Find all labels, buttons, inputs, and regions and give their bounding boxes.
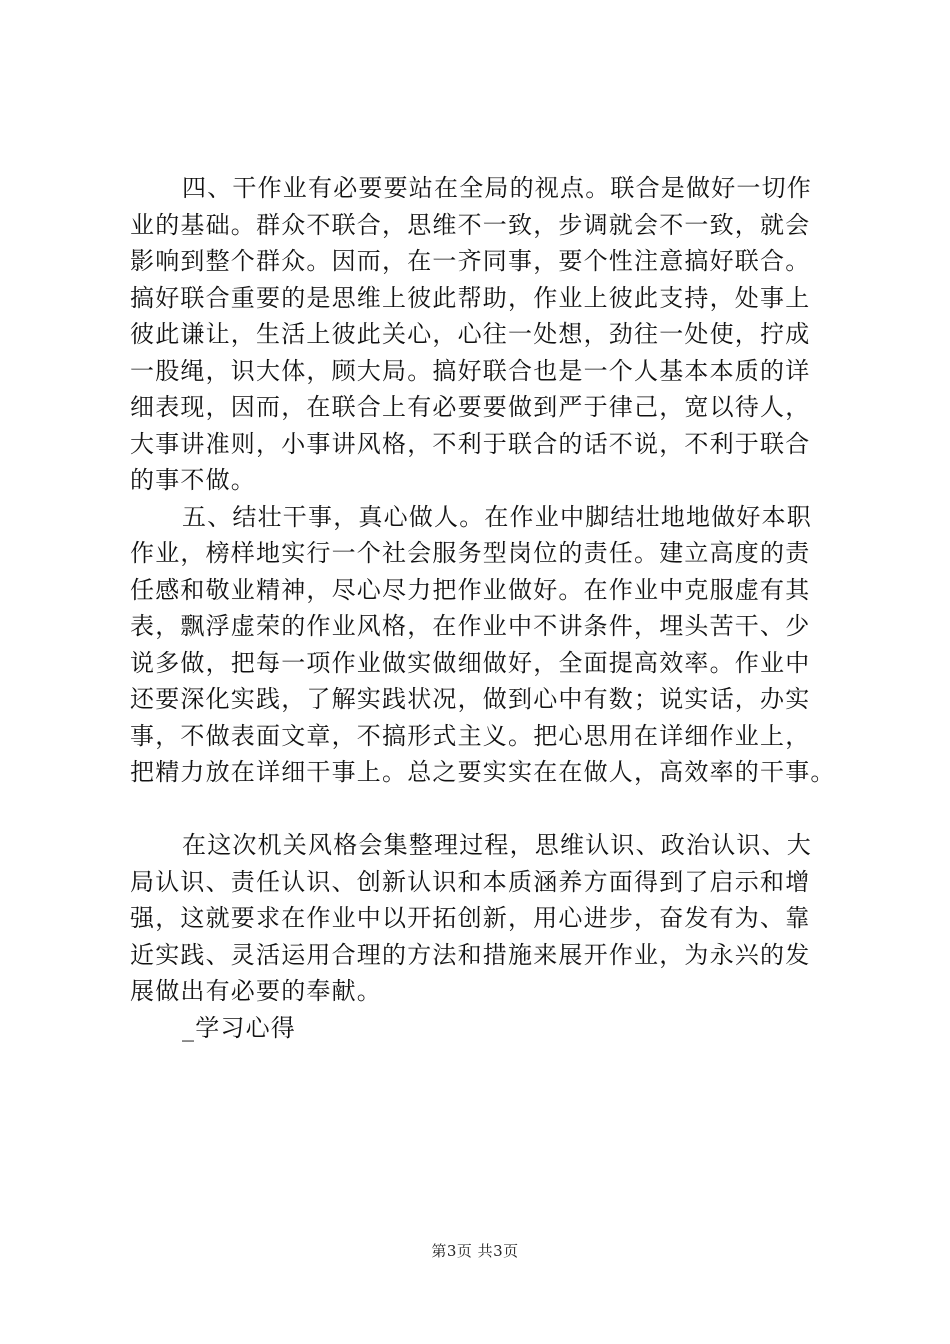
paragraph-line: 把精力放在详细干事上。总之要实实在在做人，高效率的干事。 — [130, 758, 836, 786]
paragraph-line: 五、结壮干事，真心做人。在作业中脚结壮地地做好本职 — [182, 502, 812, 531]
paragraph-line: 彼此谦让，生活上彼此关心，心往一处想，劲往一处使，拧成 — [130, 320, 811, 348]
paragraph-line: 作业，榜样地实行一个社会服务型岗位的责任。建立高度的责 — [130, 539, 811, 567]
paragraph-line: 近实践、灵活运用合理的方法和措施来展开作业，为永兴的发 — [130, 940, 811, 969]
paragraph-line: 还要深化实践，了解实践状况，做到心中有数；说实话，办实 — [130, 685, 811, 713]
page-number-footer: 第3页 共3页 — [431, 1242, 519, 1260]
paragraph-line: 说多做，把每一项作业做实做细做好，全面提高效率。作业中 — [130, 648, 811, 677]
paragraph-line: 在这次机关风格会集整理过程，思维认识、政治认识、大 — [182, 831, 812, 859]
paragraph-line: 大事讲准则，小事讲风格，不利于联合的话不说，不利于联合 — [130, 429, 811, 458]
paragraph-line: 一股绳，识大体，顾大局。搞好联合也是一个人基本本质的详 — [130, 356, 811, 385]
paragraph-line: 局认识、责任认识、创新认识和本质涵养方面得到了启示和增 — [130, 867, 811, 896]
paragraph-summary — [130, 827, 850, 1010]
closing-label: _学习心得 — [182, 1013, 296, 1042]
paragraph-line: 影响到整个群众。因而，在一齐同事，要个性注意搞好联合。 — [130, 247, 811, 275]
paragraph-line: 细表现，因而，在联合上有必要要做到严于律己，宽以待人， — [130, 393, 811, 421]
paragraph-line: 四、干作业有必要要站在全局的视点。联合是做好一切作 — [182, 174, 812, 202]
document-body — [130, 170, 850, 1046]
paragraph-four — [130, 170, 850, 499]
paragraph-five — [130, 499, 850, 791]
paragraph-line: 业的基础。群众不联合，思维不一致，步调就会不一致，就会 — [130, 210, 811, 239]
paragraph-line: 搞好联合重要的是思维上彼此帮助，作业上彼此支持，处事上 — [130, 283, 811, 312]
paragraph-line: 任感和敬业精神，尽心尽力把作业做好。在作业中克服虚有其 — [130, 575, 811, 604]
paragraph-line: 事，不做表面文章，不搞形式主义。把心思用在详细作业上， — [130, 721, 811, 750]
paragraph-line: 的事不做。 — [130, 466, 256, 494]
paragraph-line: 强，这就要求在作业中以开拓创新，用心进步，奋发有为、靠 — [130, 904, 811, 932]
paragraph-spacer — [130, 791, 850, 828]
paragraph-line: 表，飘浮虚荣的作业风格，在作业中不讲条件，埋头苦干、少 — [130, 612, 811, 640]
paragraph-line: 展做出有必要的奉献。 — [130, 977, 382, 1005]
